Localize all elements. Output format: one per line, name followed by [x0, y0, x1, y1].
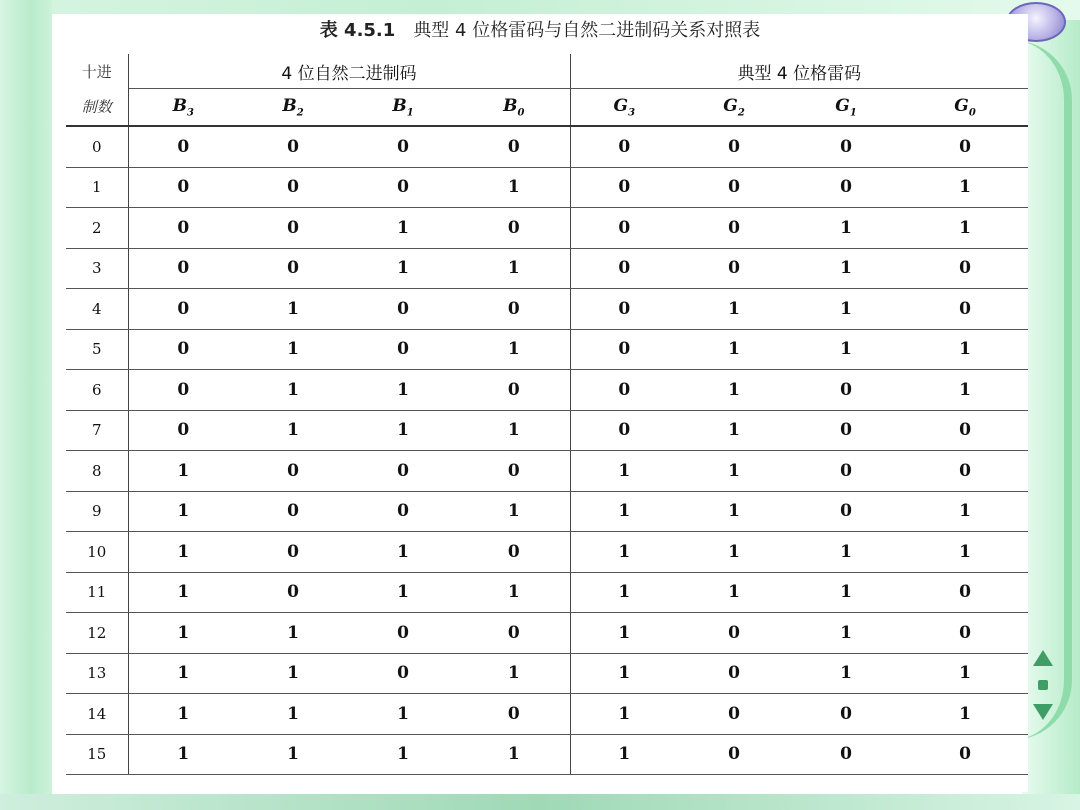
binary-cell-b0: 0	[458, 451, 570, 492]
gray-cell-g3: 1	[570, 532, 678, 573]
binary-cell-b1: 0	[348, 653, 458, 694]
binary-col-header-b1	[348, 89, 458, 127]
binary-cell-b2: 1	[238, 734, 348, 775]
gray-cell-g0: 0	[902, 410, 1028, 451]
binary-cell-b0: 1	[458, 248, 570, 289]
binary-cell-b1: 0	[348, 329, 458, 370]
table-caption-number: 表 4.5.1	[319, 20, 396, 41]
binary-cell-b3: 1	[128, 694, 238, 735]
table-row	[66, 572, 1028, 613]
binary-cell-b3: 0	[128, 126, 238, 167]
slide-bottom-band	[0, 794, 1080, 810]
gray-cell-g1: 1	[790, 248, 902, 289]
binary-cell-b2: 0	[238, 572, 348, 613]
binary-cell-b1: 1	[348, 532, 458, 573]
gray-cell-g1: 0	[790, 734, 902, 775]
gray-cell-g1: 1	[790, 572, 902, 613]
table-row	[66, 289, 1028, 330]
binary-cell-b0: 0	[458, 370, 570, 411]
gray-cell-g2: 0	[678, 613, 790, 654]
gray-cell-g0: 0	[902, 289, 1028, 330]
slide-navigation-control[interactable]	[1032, 650, 1054, 720]
decimal-cell: 2	[66, 208, 128, 249]
binary-cell-b3: 0	[128, 329, 238, 370]
slide-left-bar	[0, 0, 52, 810]
gray-cell-g0: 0	[902, 613, 1028, 654]
table-row	[66, 694, 1028, 735]
binary-cell-b1: 0	[348, 613, 458, 654]
gray-cell-g2: 1	[678, 370, 790, 411]
decimal-cell: 5	[66, 329, 128, 370]
gray-cell-g2: 0	[678, 248, 790, 289]
gray-cell-g2: 0	[678, 126, 790, 167]
binary-cell-b1: 1	[348, 572, 458, 613]
gray-cell-g2: 1	[678, 410, 790, 451]
gray-col-header-g2	[678, 89, 790, 127]
gray-cell-g3: 1	[570, 451, 678, 492]
table-row	[66, 329, 1028, 370]
gray-col-header-g2-subscript: 2	[737, 107, 745, 119]
decimal-cell: 8	[66, 451, 128, 492]
gray-cell-g2: 1	[678, 329, 790, 370]
gray-cell-g0: 1	[902, 653, 1028, 694]
gray-cell-g1: 1	[790, 613, 902, 654]
gray-cell-g1: 0	[790, 370, 902, 411]
gray-col-header-g1-letter: G	[835, 95, 850, 116]
binary-cell-b2: 1	[238, 329, 348, 370]
header-row-groups	[66, 54, 1028, 89]
gray-col-header-g1-subscript: 1	[849, 107, 857, 119]
binary-cell-b2: 1	[238, 694, 348, 735]
binary-cell-b1: 1	[348, 694, 458, 735]
gray-cell-g1: 0	[790, 410, 902, 451]
decimal-cell: 4	[66, 289, 128, 330]
gray-cell-g3: 0	[570, 370, 678, 411]
binary-cell-b3: 1	[128, 491, 238, 532]
binary-cell-b0: 1	[458, 491, 570, 532]
binary-col-header-b1-letter: B	[392, 95, 407, 116]
table-row	[66, 167, 1028, 208]
gray-col-header-g3-subscript: 3	[628, 107, 636, 119]
gray-cell-g2: 0	[678, 694, 790, 735]
nav-home-icon[interactable]	[1038, 680, 1048, 690]
gray-code-table	[66, 54, 1028, 775]
binary-cell-b2: 0	[238, 451, 348, 492]
binary-cell-b1: 0	[348, 126, 458, 167]
binary-cell-b1: 1	[348, 208, 458, 249]
binary-cell-b3: 1	[128, 451, 238, 492]
header-row-columns	[66, 89, 1028, 127]
table-row	[66, 653, 1028, 694]
binary-cell-b0: 0	[458, 208, 570, 249]
gray-cell-g3: 1	[570, 694, 678, 735]
binary-col-header-b3-letter: B	[172, 95, 187, 116]
binary-group-header: 4 位自然二进制码	[128, 54, 570, 89]
binary-cell-b3: 0	[128, 208, 238, 249]
binary-cell-b2: 0	[238, 208, 348, 249]
gray-cell-g0: 0	[902, 126, 1028, 167]
gray-cell-g3: 0	[570, 289, 678, 330]
gray-col-header-g1	[790, 89, 902, 127]
decimal-header-line1: 十进	[66, 54, 128, 89]
binary-cell-b0: 1	[458, 410, 570, 451]
gray-cell-g2: 0	[678, 653, 790, 694]
binary-cell-b1: 1	[348, 248, 458, 289]
decimal-cell: 10	[66, 532, 128, 573]
binary-col-header-b2	[238, 89, 348, 127]
nav-down-icon[interactable]	[1033, 704, 1053, 720]
binary-cell-b3: 0	[128, 370, 238, 411]
decimal-cell: 7	[66, 410, 128, 451]
gray-cell-g0: 1	[902, 208, 1028, 249]
gray-cell-g3: 1	[570, 734, 678, 775]
binary-cell-b3: 1	[128, 734, 238, 775]
gray-cell-g1: 1	[790, 289, 902, 330]
gray-cell-g1: 0	[790, 167, 902, 208]
binary-col-header-b1-subscript: 1	[406, 107, 414, 119]
gray-col-header-g0-subscript: 0	[968, 107, 976, 119]
table-row	[66, 451, 1028, 492]
nav-up-icon[interactable]	[1033, 650, 1053, 666]
binary-cell-b0: 1	[458, 734, 570, 775]
gray-cell-g3: 1	[570, 613, 678, 654]
gray-cell-g0: 1	[902, 532, 1028, 573]
binary-cell-b0: 0	[458, 126, 570, 167]
binary-cell-b2: 1	[238, 289, 348, 330]
gray-cell-g1: 0	[790, 491, 902, 532]
binary-cell-b2: 1	[238, 653, 348, 694]
decimal-cell: 3	[66, 248, 128, 289]
binary-col-header-b0-subscript: 0	[517, 107, 525, 119]
gray-cell-g1: 1	[790, 532, 902, 573]
binary-col-header-b0-letter: B	[503, 95, 518, 116]
binary-cell-b0: 0	[458, 694, 570, 735]
gray-cell-g3: 0	[570, 126, 678, 167]
gray-cell-g3: 0	[570, 248, 678, 289]
binary-cell-b1: 0	[348, 451, 458, 492]
binary-cell-b3: 1	[128, 532, 238, 573]
binary-cell-b0: 1	[458, 329, 570, 370]
table-row	[66, 734, 1028, 775]
binary-cell-b3: 0	[128, 167, 238, 208]
binary-cell-b3: 0	[128, 410, 238, 451]
gray-cell-g3: 0	[570, 329, 678, 370]
binary-col-header-b2-subscript: 2	[296, 107, 304, 119]
gray-cell-g0: 0	[902, 451, 1028, 492]
binary-cell-b2: 0	[238, 532, 348, 573]
gray-cell-g2: 1	[678, 289, 790, 330]
gray-cell-g0: 0	[902, 734, 1028, 775]
gray-col-header-g3-letter: G	[613, 95, 629, 116]
table-row	[66, 491, 1028, 532]
decimal-cell: 0	[66, 126, 128, 167]
gray-cell-g0: 1	[902, 694, 1028, 735]
gray-cell-g2: 0	[678, 208, 790, 249]
table-caption-title: 典型 4 位格雷码与自然二进制码关系对照表	[413, 20, 761, 41]
decimal-cell: 13	[66, 653, 128, 694]
gray-cell-g3: 0	[570, 410, 678, 451]
gray-cell-g2: 0	[678, 167, 790, 208]
gray-cell-g1: 0	[790, 126, 902, 167]
gray-cell-g0: 1	[902, 329, 1028, 370]
binary-col-header-b3-subscript: 3	[186, 107, 194, 119]
binary-col-header-b3	[128, 89, 238, 127]
table-row	[66, 370, 1028, 411]
table-row	[66, 532, 1028, 573]
binary-cell-b1: 1	[348, 370, 458, 411]
gray-cell-g1: 1	[790, 208, 902, 249]
binary-cell-b0: 0	[458, 613, 570, 654]
table-row	[66, 613, 1028, 654]
binary-col-header-b0	[458, 89, 570, 127]
binary-col-header-b2-letter: B	[282, 95, 297, 116]
binary-cell-b1: 1	[348, 410, 458, 451]
gray-cell-g1: 0	[790, 694, 902, 735]
gray-cell-g0: 1	[902, 370, 1028, 411]
decimal-cell: 11	[66, 572, 128, 613]
table-row	[66, 126, 1028, 167]
binary-cell-b2: 0	[238, 248, 348, 289]
decimal-cell: 6	[66, 370, 128, 411]
gray-col-header-g3	[570, 89, 678, 127]
gray-cell-g0: 1	[902, 167, 1028, 208]
binary-cell-b2: 1	[238, 410, 348, 451]
gray-cell-g2: 1	[678, 572, 790, 613]
binary-cell-b1: 1	[348, 734, 458, 775]
binary-cell-b3: 0	[128, 248, 238, 289]
table-row	[66, 410, 1028, 451]
binary-cell-b2: 0	[238, 491, 348, 532]
gray-cell-g3: 1	[570, 572, 678, 613]
binary-cell-b1: 0	[348, 167, 458, 208]
decimal-cell: 9	[66, 491, 128, 532]
binary-cell-b3: 1	[128, 653, 238, 694]
binary-cell-b1: 0	[348, 289, 458, 330]
gray-cell-g3: 0	[570, 208, 678, 249]
gray-cell-g3: 1	[570, 491, 678, 532]
binary-cell-b0: 1	[458, 653, 570, 694]
gray-cell-g0: 0	[902, 572, 1028, 613]
binary-cell-b2: 1	[238, 613, 348, 654]
binary-cell-b2: 0	[238, 126, 348, 167]
binary-cell-b0: 1	[458, 572, 570, 613]
gray-cell-g2: 1	[678, 451, 790, 492]
table-body	[66, 126, 1028, 775]
gray-cell-g3: 0	[570, 167, 678, 208]
gray-col-header-g2-letter: G	[723, 95, 738, 116]
gray-cell-g2: 1	[678, 491, 790, 532]
binary-cell-b3: 1	[128, 613, 238, 654]
gray-cell-g0: 0	[902, 248, 1028, 289]
binary-cell-b3: 0	[128, 289, 238, 330]
decimal-cell: 1	[66, 167, 128, 208]
gray-cell-g1: 1	[790, 329, 902, 370]
decimal-cell: 15	[66, 734, 128, 775]
binary-cell-b0: 0	[458, 532, 570, 573]
decimal-cell: 14	[66, 694, 128, 735]
gray-cell-g3: 1	[570, 653, 678, 694]
scanned-table-page	[52, 14, 1028, 792]
gray-col-header-g0	[902, 89, 1028, 127]
gray-cell-g2: 0	[678, 734, 790, 775]
binary-cell-b2: 0	[238, 167, 348, 208]
table-caption	[52, 14, 1028, 48]
table-row	[66, 248, 1028, 289]
binary-cell-b0: 0	[458, 289, 570, 330]
gray-cell-g0: 1	[902, 491, 1028, 532]
decimal-cell: 12	[66, 613, 128, 654]
decimal-header-line2: 制数	[66, 89, 128, 127]
gray-cell-g1: 0	[790, 451, 902, 492]
binary-cell-b1: 0	[348, 491, 458, 532]
binary-cell-b0: 1	[458, 167, 570, 208]
gray-col-header-g0-letter: G	[954, 95, 969, 116]
gray-group-header: 典型 4 位格雷码	[570, 54, 1028, 89]
table-row	[66, 208, 1028, 249]
binary-cell-b3: 1	[128, 572, 238, 613]
gray-cell-g1: 1	[790, 653, 902, 694]
binary-cell-b2: 1	[238, 370, 348, 411]
gray-cell-g2: 1	[678, 532, 790, 573]
